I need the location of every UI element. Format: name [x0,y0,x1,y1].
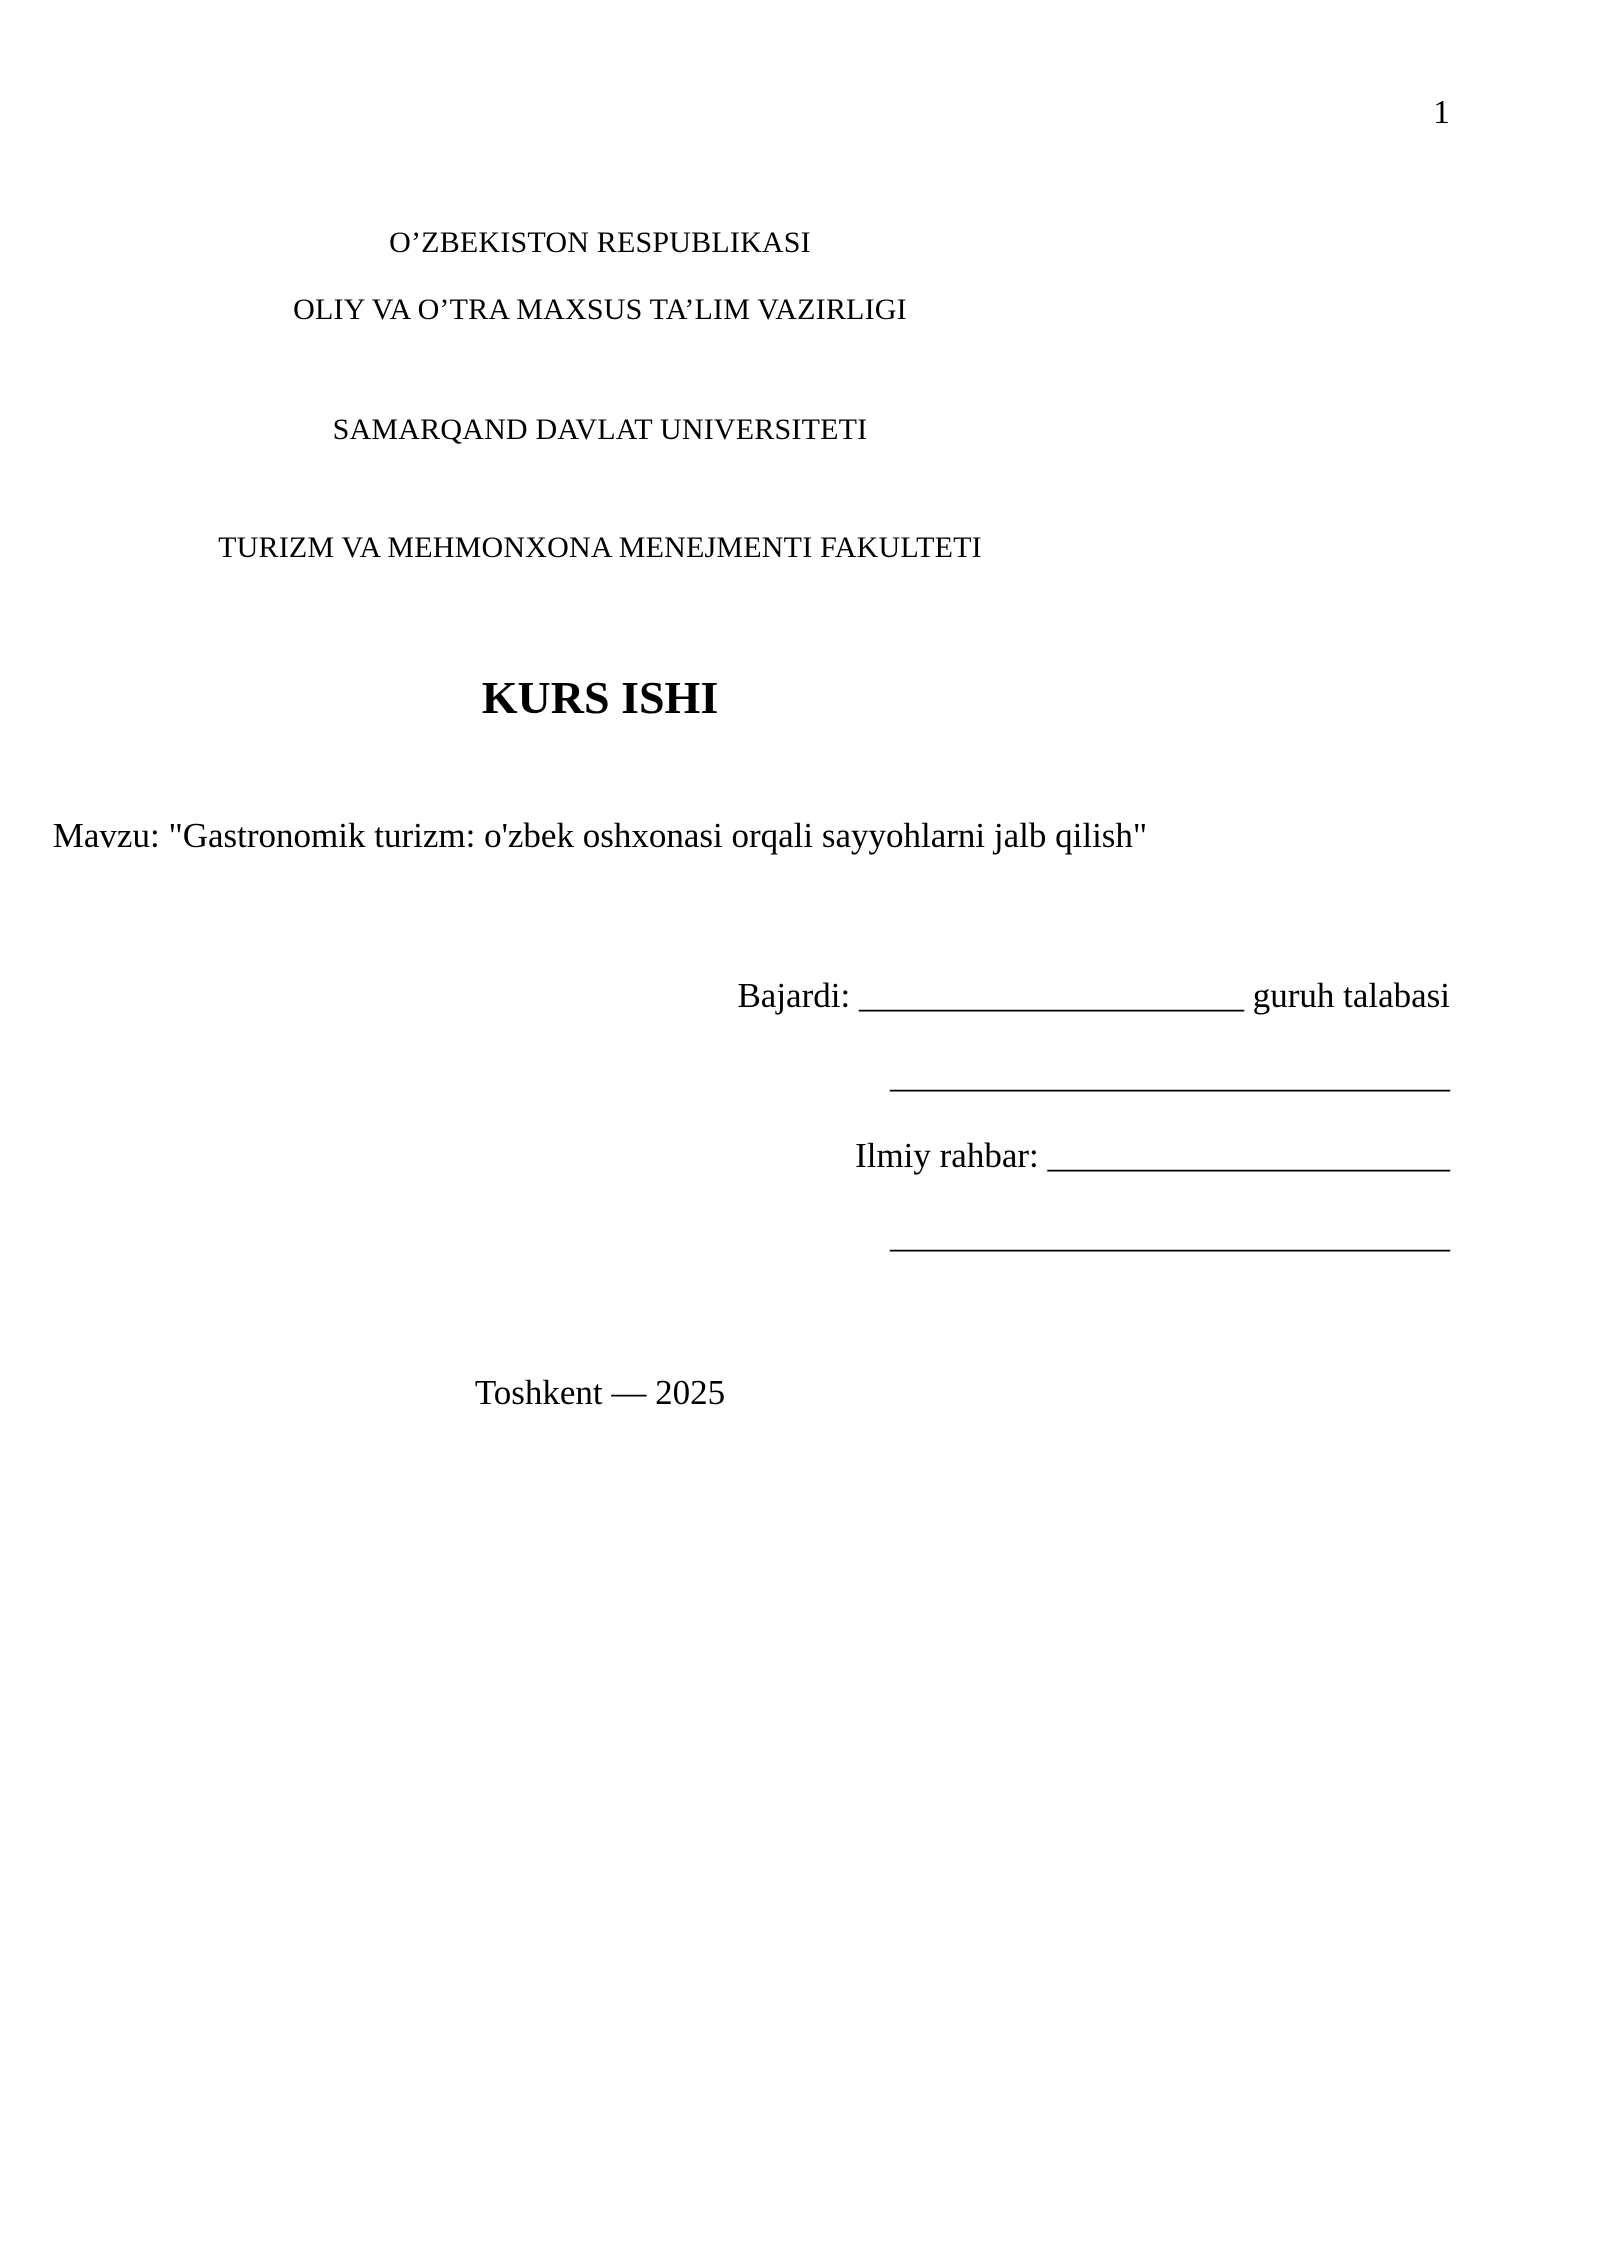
page-number: 1 [1433,94,1450,131]
performer-name-line: ________________________________ [890,1056,1450,1095]
ministry-heading: OLIY VA O’TRA MAXSUS TA’LIM VAZIRLIGI [293,293,907,326]
supervisor-name-line: ________________________________ [890,1216,1450,1255]
city-year: Toshkent — 2025 [474,1373,726,1412]
university-heading: SAMARQAND DAVLAT UNIVERSITETI [332,413,868,446]
performer-line: Bajardi: ______________________ guruh talabasi [737,976,1450,1015]
document-title: KURS ISHI [481,672,719,723]
faculty-heading: TURIZM VA MEHMONXONA MENEJMENTI FAKULTETI [218,531,982,564]
supervisor-line: Ilmiy rahbar: _______________________ [855,1136,1450,1175]
topic-line: Mavzu: "Gastronomik turizm: o'zbek oshxonasi orqali sayyohlarni jalb qilish" [52,816,1148,855]
republic-heading: O’ZBEKISTON RESPUBLIKASI [389,226,811,259]
